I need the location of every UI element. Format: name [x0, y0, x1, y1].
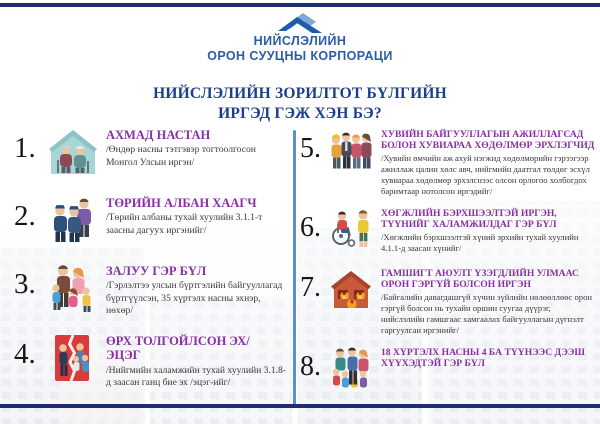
- item-title: ГАМШИГТ АЮУЛТ ҮЗЭГДЛИЙН УЛМААС ОРОН ГЭРГҮЙ БОЛСОН ИРГЭН: [381, 268, 579, 291]
- logo-line2: ОРОН СУУЦНЫ КОРПОРАЦИ: [207, 48, 393, 63]
- item-text: [106, 126, 286, 169]
- item-desc: /Гэрлэлтээ улсын бүртгэлийн байгууллагад бүртгүүлсэн, 35 хүртэлх насны эхнэр, нөхөр/: [106, 280, 283, 316]
- logo: [0, 9, 600, 63]
- wheelchair-person-icon: [328, 206, 374, 257]
- item-number: 4.: [14, 338, 36, 370]
- list-item-7: [300, 266, 596, 336]
- item-title: ХУВИЙН БАЙГУУЛЛАГЫН АЖИЛЛАГСАД БОЛОН ХУВИАРАА ХӨДӨЛМӨР ЭРХЛЭГЧИД: [381, 129, 595, 152]
- item-desc: /Байгалийн давагдашгүй хүчин зүйлийн нөлөөллөөс орон гэргүй болсон нь тухайн оршин суугаа дүүрэг, нийслэлийн гамшгаас хамгаалах байгууллагын дүгнэлт гаргуулсан иргэнийг/: [381, 292, 592, 336]
- item-number: 5.: [300, 133, 321, 164]
- list-item-1: [14, 126, 286, 181]
- civil-servants-icon: [47, 194, 99, 249]
- private-sector-workers-icon: [328, 127, 374, 178]
- item-text: [381, 206, 596, 254]
- right-column: [300, 127, 596, 405]
- roof-chevrons-icon: [270, 9, 330, 35]
- item-number: 7.: [300, 272, 321, 304]
- top-rule: [0, 3, 600, 7]
- item-number: 2.: [14, 200, 36, 232]
- item-title: ТӨРИЙН АЛБАН ХААГЧ: [106, 196, 257, 210]
- page-title-line2: ИРГЭД ГЭЖ ХЭН БЭ?: [218, 105, 382, 123]
- item-title: 18 ХҮРТЭЛХ НАСНЫ 4 БА ТҮҮНЭЭС ДЭЭШ ХҮҮХЭДТЭЙ ГЭР БҮЛ: [381, 347, 585, 370]
- left-column: [14, 126, 286, 404]
- item-text: [381, 127, 596, 197]
- item-text: [106, 194, 286, 237]
- list-item-2: [14, 194, 286, 249]
- bottom-rule: [0, 404, 600, 408]
- large-family-icon: [328, 345, 374, 396]
- item-text: [381, 345, 596, 371]
- item-desc: /Нийгмийн халамжийн тухай хуулийн 3.1.8-д заасан ганц бие эх /эцэг-ийг/: [106, 364, 286, 389]
- list-item-6: [300, 206, 596, 257]
- item-desc: /Өндөр насны тэтгэвэр тогтоолгосон Монгол Улсын иргэн/: [106, 144, 256, 168]
- logo-line1: НИЙСЛЭЛИЙН: [253, 34, 347, 48]
- item-title: ХӨГЖЛИЙН БЭРХШЭЭЛТЭЙ ИРГЭН, ТҮҮНИЙГ ХАЛАМЖИЛДАГ ГЭР БҮЛ: [381, 208, 557, 231]
- list-item-4: [14, 332, 286, 391]
- item-number: 3.: [14, 268, 36, 300]
- item-text: [106, 262, 286, 317]
- item-text: [381, 266, 596, 336]
- item-number: 6.: [300, 212, 321, 244]
- column-divider: [293, 130, 296, 406]
- burning-house-icon: [328, 266, 374, 317]
- item-number: 1.: [14, 132, 36, 164]
- item-desc: /Хувийн өмчийн аж ахуй нэгжид хөдөлмөрийн гэрээгээр ажиллаж цалин хөлс авч, нийгмийн даатгал төлдөг эсхүл хувиараа хөдөлмөр эрхэлснээс олсон орлогоо холбогдох баримтаар нотолсон иргэдийг/: [381, 153, 590, 197]
- item-desc: /Төрийн албаны тухай хуулийн 3.1.1-т заасны дагуух иргэнийг/: [106, 212, 263, 236]
- young-family-icon: [47, 262, 99, 319]
- elderly-couple-house-icon: [47, 126, 99, 181]
- item-number: 8.: [300, 351, 321, 383]
- list-item-3: [14, 262, 286, 319]
- page-title: [0, 84, 600, 124]
- item-title: ӨРХ ТОЛГОЙЛСОН ЭХ/ ЭЦЭГ: [106, 334, 250, 363]
- item-title: АХМАД НАСТАН: [106, 128, 211, 142]
- page-title-line1: НИЙСЛЭЛИЙН ЗОРИЛТОТ БҮЛГИЙН: [153, 85, 447, 102]
- item-title: ЗАЛУУ ГЭР БҮЛ: [106, 264, 207, 278]
- item-text: [106, 332, 286, 389]
- single-parent-icon: [47, 332, 99, 391]
- list-item-5: [300, 127, 596, 197]
- item-desc: /Хөгжлийн бэрхшээлтэй хүний эрхийн тухай хуулийн 4.1.1-д заасан хүнийг/: [381, 232, 579, 254]
- list-item-8: [300, 345, 596, 396]
